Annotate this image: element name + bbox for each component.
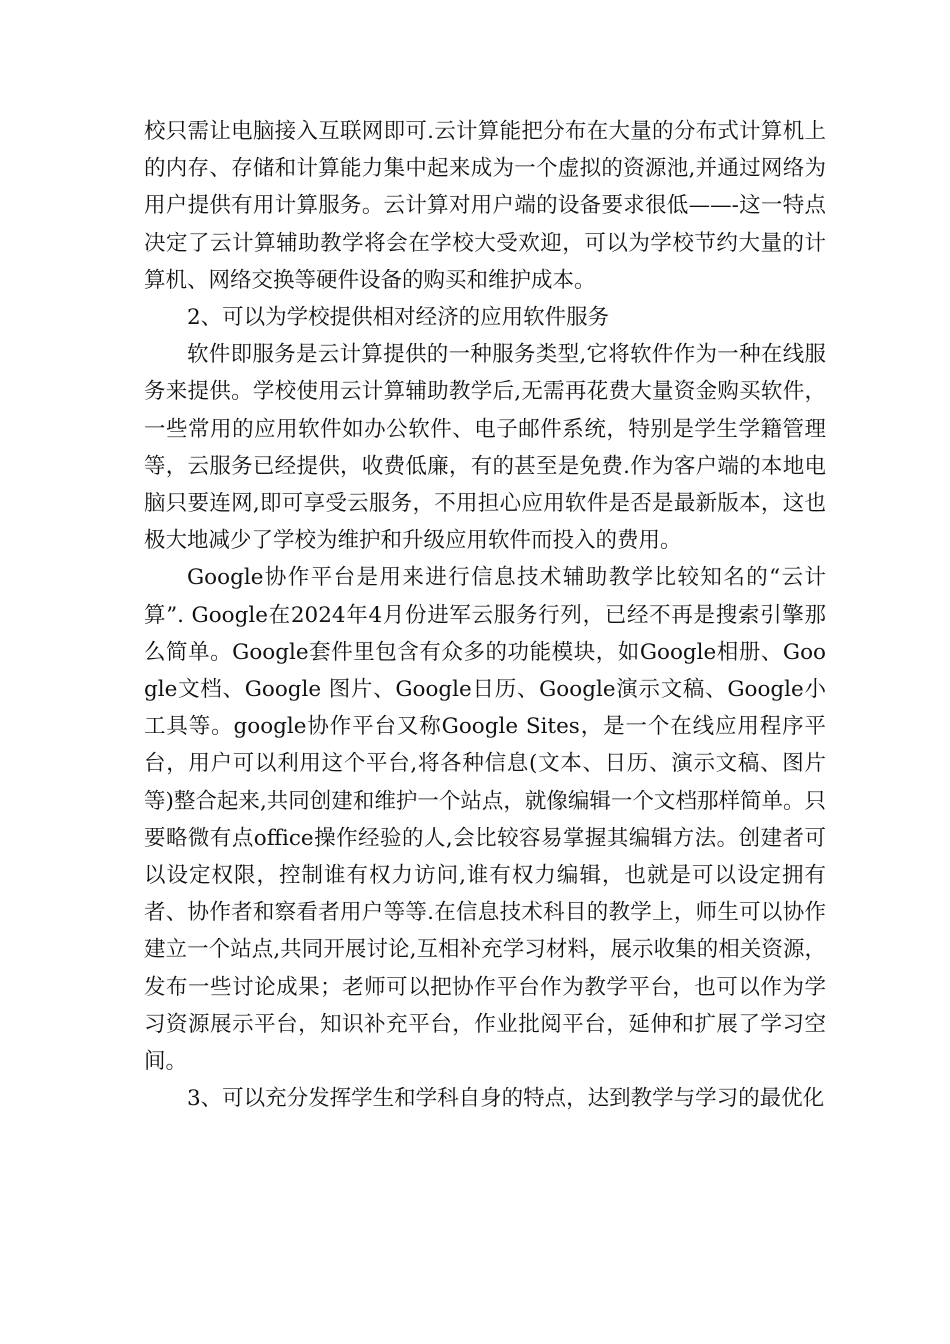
section-heading-2: 2、可以为学校提供相对经济的应用软件服务 bbox=[187, 305, 610, 331]
paragraph-continuation: 校只需让电脑接入互联网即可.云计算能把分布在大量的分布式计算机上的内存、存储和计算能力集中起来成为一个虚拟的资源池,并通过网络为用户提供有用计算服务。云计算对用户端的设备要求很低——-这一特点决定了云计算辅助教学将会在学校大受欢迎，可以为学校节约大量的计算机、网络交换等硬件设备的购买和维护成本。 bbox=[144, 119, 826, 293]
paragraph-saas: 软件即服务是云计算提供的一种服务类型,它将软件作为一种在线服务来提供。学校使用云计算辅助教学后,无需再花费大量资金购买软件，一些常用的应用软件如办公软件、电子邮件系统，特别是学生学籍管理等，云服务已经提供，收费低廉，有的甚至是免费.作为客户端的本地电脑只要连网,即可享受云服务，不用担心应用软件是否是最新版本，这也极大地减少了学校为维护和升级应用软件而投入的费用。 bbox=[144, 342, 826, 554]
document-body bbox=[144, 113, 826, 1117]
section-heading-3: 3、可以充分发挥学生和学科自身的特点，达到教学与学习的最优化 bbox=[187, 1086, 825, 1112]
paragraph-google-sites: Google协作平台是用来进行信息技术辅助教学比较知名的“云计算”. Google在2024年4月份进军云服务行列，已经不再是搜索引擎那么简单。Google套件里包含有众多的功能模块，如Google相册、Google文档、Google 图片、Google日历、Google演示文稿、Google小工具等。google协作平台又称Google Sites，是一个在线应用程序平台，用户可以利用这个平台,将各种信息(文本、日历、演示文稿、图片等)整合起来,共同创建和维护一个站点，就像编辑一个文档那样简单。只要略微有点office操作经验的人,会比较容易掌握其编辑方法。创建者可以设定权限，控制谁有权力访问,谁有权力编辑，也就是可以设定拥有者、协作者和察看者用户等等.在信息技术科目的教学上，师生可以协作建立一个站点,共同开展讨论,互相补充学习材料，展示收集的相关资源，发布一些讨论成果；老师可以把协作平台作为教学平台，也可以作为学习资源展示平台，知识补充平台，作业批阅平台，延伸和扩展了学习空间。 bbox=[144, 565, 826, 1075]
